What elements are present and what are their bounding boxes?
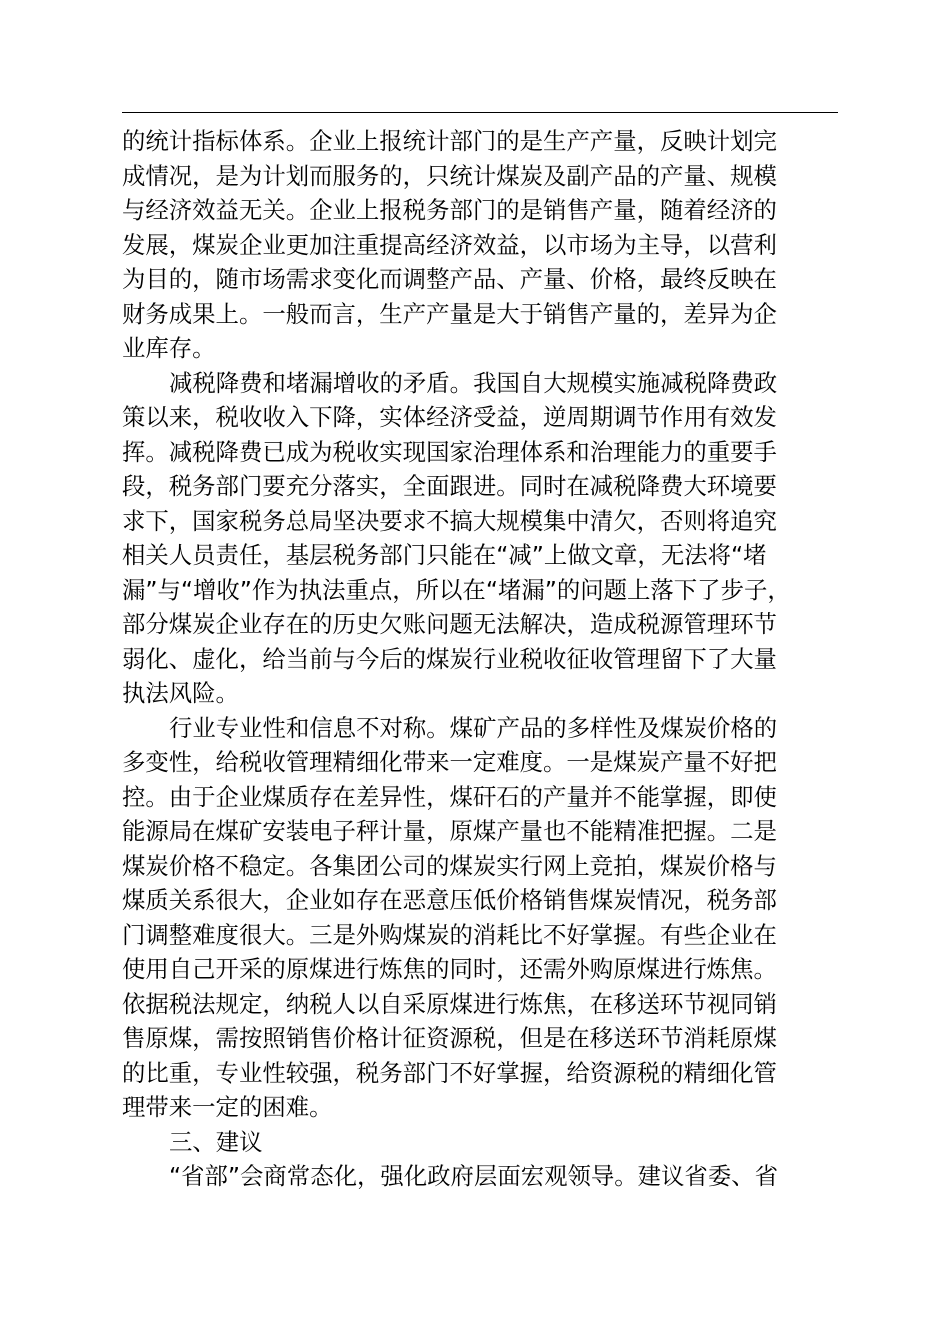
body-text — [122, 124, 838, 1194]
text-line: 控。由于企业煤质存在差异性，煤矸石的产量并不能掌握，即使 — [122, 782, 777, 811]
text-line: 煤质关系很大，企业如存在恶意压低价格销售煤炭情况，税务部 — [122, 886, 777, 914]
text-line: 为目的，随市场需求变化而调整产品、产量、价格，最终反映在 — [122, 265, 777, 293]
text-line: 求下，国家税务总局坚决要求不搞大规模集中清欠，否则将追究 — [122, 506, 777, 535]
text-line: 弱化、虚化，给当前与今后的煤炭行业税收征收管理留下了大量 — [122, 644, 777, 673]
text-line: 的比重，专业性较强，税务部门不好掌握，给资源税的精细化管 — [122, 1058, 777, 1087]
text-line: 漏”与“增收”作为执法重点，所以在“堵漏”的问题上落下了步子， — [122, 575, 791, 604]
text-line: 售原煤，需按照销售价格计征资源税，但是在移送环节消耗原煤 — [122, 1024, 777, 1052]
text-line: 门调整难度很大。三是外购煤炭的消耗比不好掌握。有些企业在 — [122, 920, 777, 949]
text-line: 业库存。 — [122, 334, 216, 362]
text-line: 挥。减税降费已成为税收实现国家治理体系和治理能力的重要手 — [122, 437, 777, 466]
text-line: 发展，煤炭企业更加注重提高经济效益，以市场为主导，以营利 — [122, 230, 777, 259]
text-line: 依据税法规定，纳税人以自采原煤进行炼焦，在移送环节视同销 — [122, 989, 777, 1018]
text-line: 使用自己开采的原煤进行炼焦的同时，还需外购原煤进行炼焦。 — [122, 955, 777, 983]
text-line: 相关人员责任，基层税务部门只能在“减”上做文章，无法将“堵 — [122, 541, 767, 569]
text-line: 煤炭价格不稳定。各集团公司的煤炭实行网上竞拍，煤炭价格与 — [122, 851, 777, 880]
text-line: 执法风险。 — [122, 679, 239, 707]
text-line: 部分煤炭企业存在的历史欠账问题无法解决，造成税源管理环节 — [122, 610, 777, 638]
text-line: 能源局在煤矿安装电子秤计量，原煤产量也不能精准把握。二是 — [122, 817, 777, 845]
text-line: 策以来，税收收入下降，实体经济受益，逆周期调节作用有效发 — [122, 403, 777, 431]
text-line: 的统计指标体系。企业上报统计部门的是生产产量，反映计划完 — [122, 127, 777, 155]
text-line: 理带来一定的困难。 — [122, 1093, 333, 1121]
paragraph-first-line: “省部”会商常态化，强化政府层面宏观领导。建议省委、省 — [169, 1162, 778, 1190]
text-line: 与经济效益无关。企业上报税务部门的是销售产量，随着经济的 — [122, 196, 777, 224]
section-heading: 三、建议 — [169, 1127, 263, 1156]
paragraph-first-line: 减税降费和堵漏增收的矛盾。我国自大规模实施减税降费政 — [169, 368, 778, 397]
text-line: 段，税务部门要充分落实，全面跟进。同时在减税降费大环境要 — [122, 472, 777, 500]
text-line: 多变性，给税收管理精细化带来一定难度。一是煤炭产量不好把 — [122, 748, 777, 776]
text-line: 财务成果上。一般而言，生产产量是大于销售产量的，差异为企 — [122, 299, 777, 328]
text-line: 成情况，是为计划而服务的，只统计煤炭及副产品的产量、规模 — [122, 161, 777, 190]
header-rule — [122, 112, 838, 113]
paragraph-first-line: 行业专业性和信息不对称。煤矿产品的多样性及煤炭价格的 — [169, 713, 778, 742]
